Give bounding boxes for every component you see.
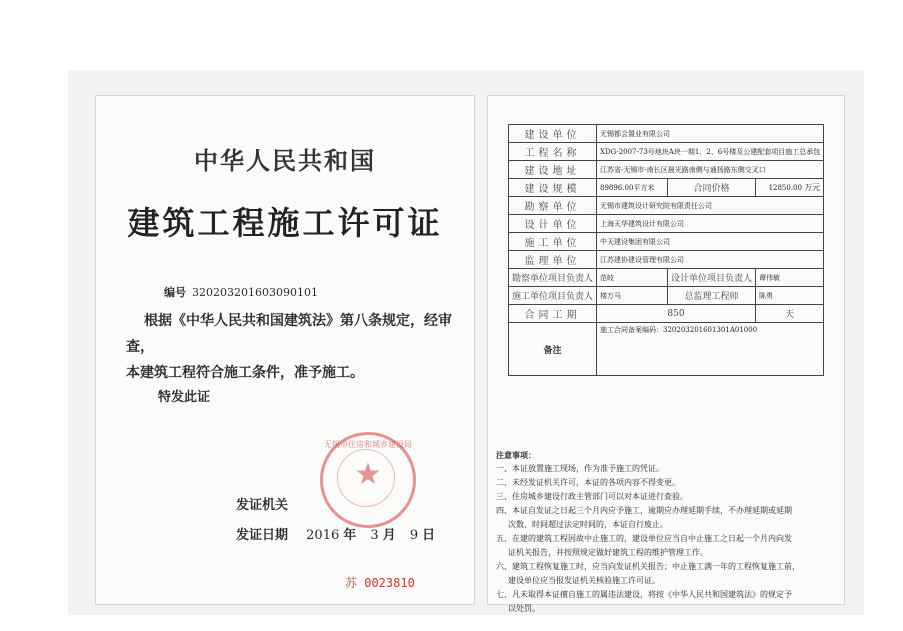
table-row bbox=[509, 251, 824, 269]
title-country: 中华人民共和国 bbox=[194, 146, 376, 175]
date-month: 3 bbox=[370, 528, 379, 543]
address-label: 建设地址 bbox=[509, 161, 597, 179]
price-label: 合同价格 bbox=[668, 179, 756, 197]
note-item: 三、住房城乡建设行政主管部门可以对本证进行查验。 bbox=[496, 492, 688, 501]
survey-leader-value: 范岐 bbox=[597, 269, 668, 287]
price-unit: 万元 bbox=[804, 183, 821, 192]
body-line-2: 本建筑工程符合施工条件，准予施工。 bbox=[126, 365, 364, 381]
serial-number bbox=[164, 284, 318, 300]
note-item: 一、本证放置施工现场，作为准予施工的凭证。 bbox=[496, 464, 664, 473]
permit-left-page bbox=[95, 95, 475, 605]
project-info-table bbox=[508, 124, 824, 376]
serial-label: 编号 bbox=[164, 286, 186, 299]
table-row bbox=[509, 161, 824, 179]
date-year: 2016 bbox=[306, 528, 340, 543]
table-row bbox=[509, 125, 824, 143]
scale-label: 建设规模 bbox=[509, 179, 597, 197]
notes-section bbox=[496, 448, 836, 616]
table-row bbox=[509, 305, 824, 323]
remark-value: 施工合同备案编码：320203201601301A01000 bbox=[597, 323, 824, 376]
note-item: 建设单位应当报发证机关核验施工许可证。 bbox=[508, 576, 660, 585]
body-line-1: 根据《中华人民共和国建筑法》第八条规定，经审查， bbox=[126, 313, 452, 355]
notes-title: 注意事项： bbox=[496, 450, 536, 460]
year-char: 年 bbox=[343, 528, 357, 543]
project-label: 工程名称 bbox=[509, 143, 597, 161]
month-char: 月 bbox=[382, 528, 396, 543]
note-item: 六、建筑工程恢复施工时，应当向发证机关报告；中止施工满一年的工程恢复施工前， bbox=[496, 562, 800, 571]
survey-value: 无锡市建筑设计研究院有限责任公司 bbox=[597, 197, 824, 215]
serial-value: 320203201603090101 bbox=[192, 286, 318, 299]
table-row bbox=[509, 323, 824, 376]
table-row bbox=[509, 143, 824, 161]
note-item: 以处罚。 bbox=[508, 604, 540, 613]
construct-label: 施工单位 bbox=[509, 233, 597, 251]
construct-leader-label: 施工单位项目负责人 bbox=[509, 287, 597, 305]
seal-text: 无锡市住房和城乡建设局 bbox=[324, 440, 412, 449]
note-item: 证机关报告，并按照规定做好建筑工程的维护管理工作。 bbox=[508, 548, 708, 557]
day-char: 日 bbox=[422, 528, 436, 543]
issuer-label: 发证机关 bbox=[236, 498, 289, 513]
table-row bbox=[509, 179, 824, 197]
design-label: 设计单位 bbox=[509, 215, 597, 233]
construct-leader-value: 楼万马 bbox=[597, 287, 668, 305]
note-item: 五、在建的建筑工程因故中止施工的，建设单位应当自中止施工之日起一个月内向发 bbox=[496, 534, 792, 543]
design-value: 上海天华建筑设计有限公司 bbox=[597, 215, 824, 233]
remark-label: 备注 bbox=[509, 323, 597, 376]
permit-right-page bbox=[487, 95, 845, 613]
note-item: 七、凡未取得本证擅自施工的属违法建设，将按《中华人民共和国建筑法》的规定予 bbox=[496, 590, 792, 599]
price-value: 12850.00 bbox=[768, 184, 802, 192]
project-value: XDG-2007-73号地块A块一期1、2、6号楼及公建配套项目施工总承包 bbox=[597, 143, 824, 161]
table-row bbox=[509, 269, 824, 287]
supervise-label: 监理单位 bbox=[509, 251, 597, 269]
address-value: 江苏省-无锡市-南长区晨光路南侧与通扬路东侧交叉口 bbox=[597, 161, 824, 179]
table-row bbox=[509, 233, 824, 251]
period-label: 合同工期 bbox=[509, 305, 597, 323]
permit-body bbox=[126, 308, 466, 386]
chief-supervisor-label: 总监理工程师 bbox=[668, 287, 756, 305]
note-item: 四、本证自发证之日起三个月内应予施工，逾期应办理延期手续，不办理延期或延期 bbox=[496, 506, 792, 515]
builder-label: 建设单位 bbox=[509, 125, 597, 143]
design-leader-value: 谭伟敏 bbox=[756, 269, 824, 287]
scale-value: 89896.00平方米 bbox=[597, 179, 668, 197]
date-day: 9 bbox=[409, 528, 419, 543]
special-certification: 特发此证 bbox=[158, 390, 211, 405]
note-item: 二、未经发证机关许可，本证的各项内容不得变更。 bbox=[496, 478, 680, 487]
construct-value: 中天建设集团有限公司 bbox=[597, 233, 824, 251]
table-row bbox=[509, 215, 824, 233]
issue-date bbox=[236, 524, 445, 543]
period-value: 850 bbox=[597, 305, 756, 323]
note-item: 次数、时间超过法定时间的，本证自行废止。 bbox=[508, 520, 668, 529]
builder-value: 无锡都会置业有限公司 bbox=[597, 125, 824, 143]
table-row bbox=[509, 197, 824, 215]
design-leader-label: 设计单位项目负责人 bbox=[668, 269, 756, 287]
official-seal bbox=[320, 432, 416, 528]
survey-leader-label: 勘察单位项目负责人 bbox=[509, 269, 597, 287]
survey-label: 勘察单位 bbox=[509, 197, 597, 215]
certificate-number: 苏 0023810 bbox=[345, 576, 415, 590]
date-label: 发证日期 bbox=[236, 528, 289, 543]
price-cell bbox=[756, 179, 824, 197]
supervise-value: 江苏建协建设管理有限公司 bbox=[597, 251, 824, 269]
title-permit: 建筑工程施工许可证 bbox=[127, 204, 443, 242]
star-icon: ★ bbox=[354, 457, 382, 492]
chief-supervisor-value: 陈勇 bbox=[756, 287, 824, 305]
period-unit: 天 bbox=[756, 305, 824, 323]
table-row bbox=[509, 287, 824, 305]
